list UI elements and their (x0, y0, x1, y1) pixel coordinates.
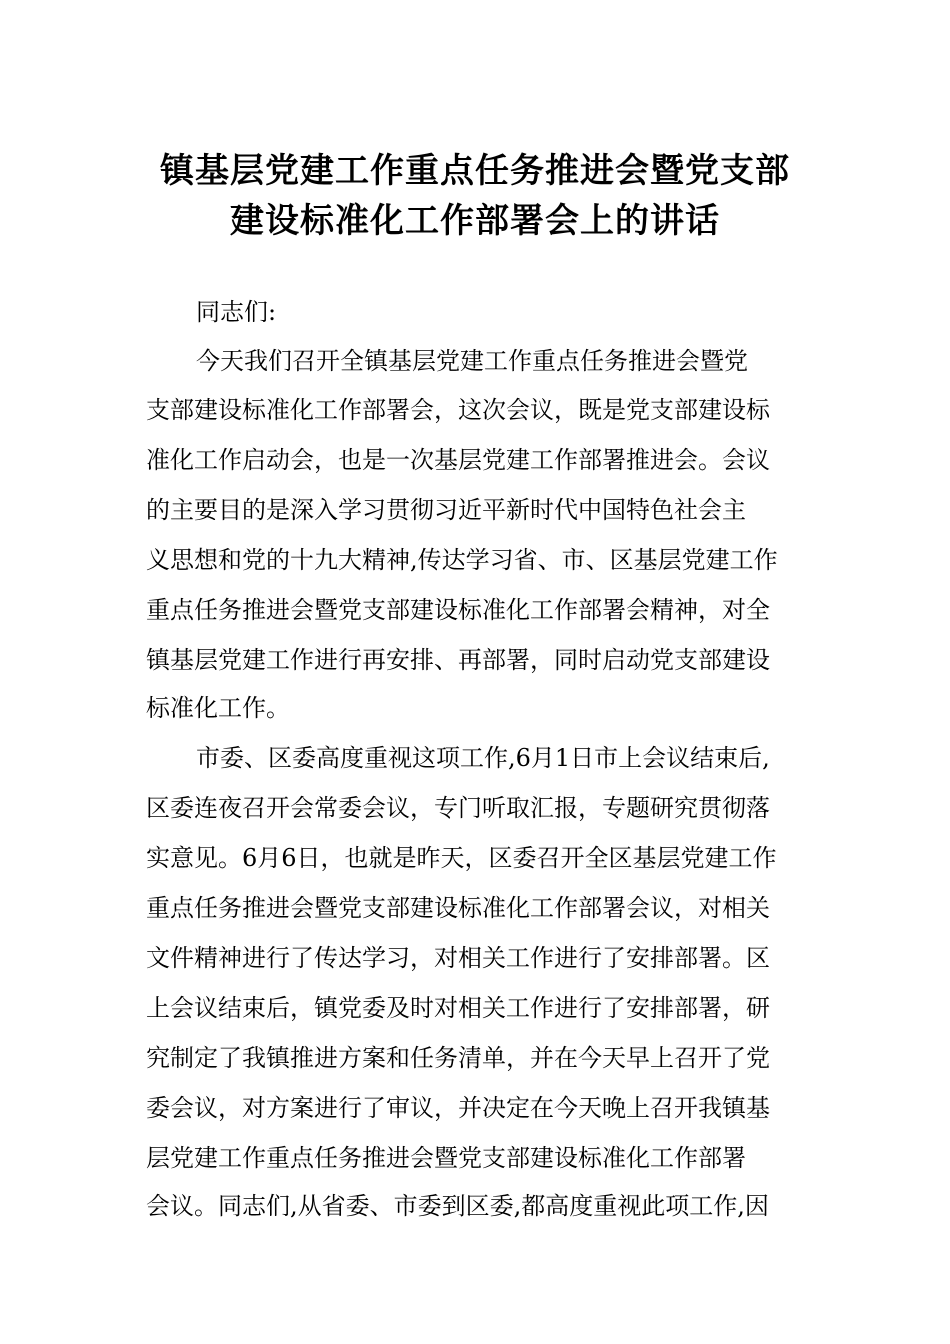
paragraph-2-line-1: 市委、区委高度重视这项工作,6月1日市上会议结束后, (196, 744, 770, 772)
paragraph-1-line-4: 的主要目的是深入学习贯彻习近平新时代中国特色社会主 (146, 496, 746, 524)
paragraph-2-line-2: 区委连夜召开会常委会议，专门听取汇报，专题研究贯彻落 (146, 794, 770, 822)
paragraph-2-line-7: 究制定了我镇推进方案和任务清单，并在今天早上召开了党 (146, 1044, 770, 1072)
paragraph-2-line-6: 上会议结束后，镇党委及时对相关工作进行了安排部署，研 (146, 994, 770, 1022)
paragraph-1-line-8: 标准化工作。 (146, 694, 290, 722)
paragraph-1-line-2: 支部建设标准化工作部署会，这次会议，既是党支部建设标 (146, 396, 770, 424)
paragraph-1-line-5: 义思想和党的十九大精神,传达学习省、市、区基层党建工作 (146, 546, 778, 574)
salutation: 同志们: (196, 298, 277, 326)
paragraph-2-line-10: 会议。同志们,从省委、市委到区委,都高度重视此项工作,因 (146, 1192, 769, 1220)
paragraph-2-line-3: 实意见。6月6日，也就是昨天，区委召开全区基层党建工作 (146, 844, 777, 872)
paragraph-1-line-6: 重点任务推进会暨党支部建设标准化工作部署会精神，对全 (146, 596, 770, 624)
document-title-line-2: 建设标准化工作部署会上的讲话 (230, 201, 720, 241)
document-title-line-1: 镇基层党建工作重点任务推进会暨党支部 (160, 151, 790, 191)
paragraph-1-line-1: 今天我们召开全镇基层党建工作重点任务推进会暨党 (196, 347, 748, 375)
paragraph-2-line-8: 委会议，对方案进行了审议，并决定在今天晚上召开我镇基 (146, 1094, 770, 1122)
paragraph-2-line-5: 文件精神进行了传达学习，对相关工作进行了安排部署。区 (146, 944, 770, 972)
paragraph-2-line-9: 层党建工作重点任务推进会暨党支部建设标准化工作部署 (146, 1144, 746, 1172)
paragraph-1-line-3: 准化工作启动会，也是一次基层党建工作部署推进会。会议 (146, 446, 770, 474)
paragraph-2-line-4: 重点任务推进会暨党支部建设标准化工作部署会议，对相关 (146, 894, 770, 922)
paragraph-1-line-7: 镇基层党建工作进行再安排、再部署，同时启动党支部建设 (146, 646, 770, 674)
